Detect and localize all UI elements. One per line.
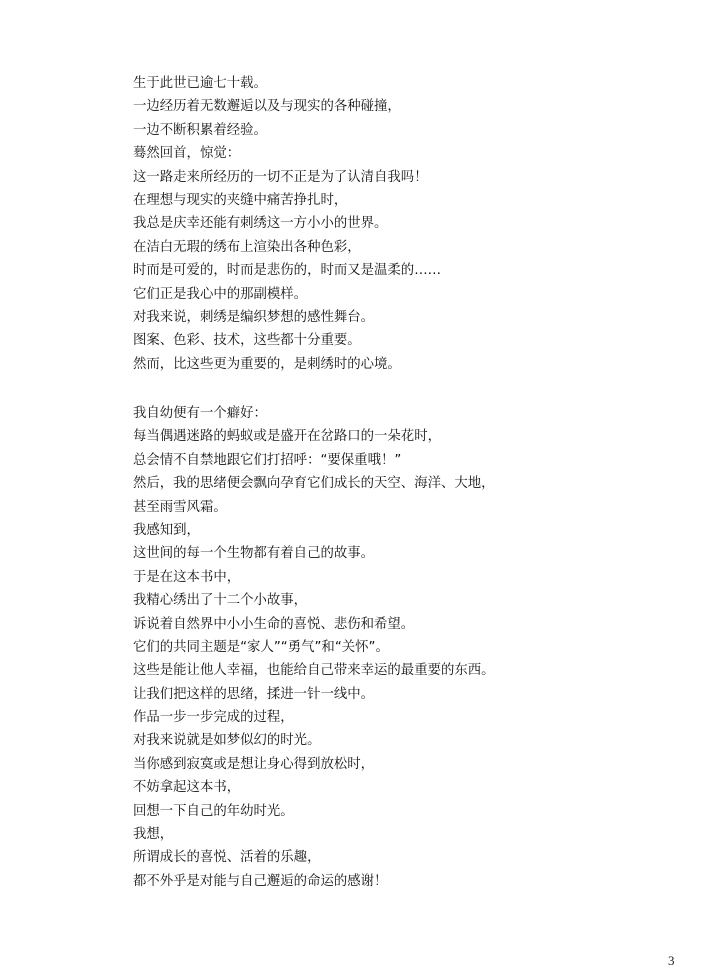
text-line: 在洁白无瑕的绣布上渲染出各种色彩， bbox=[133, 239, 361, 255]
text-line: 蓦然回首，惊觉： bbox=[133, 146, 241, 162]
text-line: 在理想与现实的夹缝中痛苦挣扎时， bbox=[133, 192, 348, 208]
text-line: 我感知到， bbox=[133, 522, 200, 538]
paragraph-2 bbox=[133, 402, 673, 893]
text-line: 图案、色彩、技术，这些都十分重要。 bbox=[133, 333, 361, 349]
text-line: 它们的共同主题是“家人”“勇气”和“关怀”。 bbox=[133, 639, 389, 655]
text-line: 每当偶遇迷路的蚂蚁或是盛开在岔路口的一朵花时， bbox=[133, 429, 441, 445]
text-line: 这一路走来所经历的一切不正是为了认清自我吗！ bbox=[133, 169, 428, 185]
text-line: 一边不断积累着经验。 bbox=[133, 122, 267, 138]
text-line: 不妨拿起这本书， bbox=[133, 780, 241, 796]
text-line: 它们正是我心中的那副模样。 bbox=[133, 286, 308, 302]
text-line: 然后，我的思绪便会飘向孕育它们成长的天空、海洋、大地， bbox=[133, 476, 495, 492]
text-line: 所谓成长的喜悦、活着的乐趣， bbox=[133, 850, 321, 866]
text-line: 总会情不自禁地跟它们打招呼：“要保重哦！” bbox=[133, 452, 402, 468]
text-line: 这些是能让他人幸福，也能给自己带来幸运的最重要的东西。 bbox=[133, 663, 495, 679]
text-line: 我想， bbox=[133, 827, 174, 843]
text-line: 时而是可爱的，时而是悲伤的，时而又是温柔的…… bbox=[133, 263, 441, 279]
text-line: 于是在这本书中， bbox=[133, 569, 241, 585]
text-line: 让我们把这样的思绪，揉进一针一线中。 bbox=[133, 686, 375, 702]
page-number: 3 bbox=[668, 953, 675, 968]
text-line: 一边经历着无数邂逅以及与现实的各种碰撞， bbox=[133, 99, 401, 115]
text-line: 这世间的每一个生物都有着自己的故事。 bbox=[133, 546, 375, 562]
text-line: 我自幼便有一个癖好： bbox=[133, 406, 267, 421]
paragraph-1 bbox=[133, 72, 673, 376]
text-line: 诉说着自然界中小小生命的喜悦、悲伤和希望。 bbox=[133, 616, 415, 632]
text-line: 甚至雨雪风霜。 bbox=[133, 499, 227, 515]
text-line: 对我来说，刺绣是编织梦想的感性舞台。 bbox=[133, 309, 375, 325]
text-line: 都不外乎是对能与自己邂逅的命运的感谢！ bbox=[133, 873, 388, 889]
text-line: 回想一下自己的年幼时光。 bbox=[133, 803, 294, 819]
text-line: 生于此世已逾七十载。 bbox=[133, 76, 267, 91]
text-line: 我精心绣出了十二个小故事， bbox=[133, 593, 308, 609]
text-line: 对我来说就是如梦似幻的时光。 bbox=[133, 733, 321, 749]
text-line: 然而，比这些更为重要的，是刺绣时的心境。 bbox=[133, 356, 401, 372]
text-line: 作品一步一步完成的过程， bbox=[133, 710, 294, 726]
text-line: 我总是庆幸还能有刺绣这一方小小的世界。 bbox=[133, 216, 388, 232]
text-line: 当你感到寂寞或是想让身心得到放松时， bbox=[133, 756, 375, 772]
